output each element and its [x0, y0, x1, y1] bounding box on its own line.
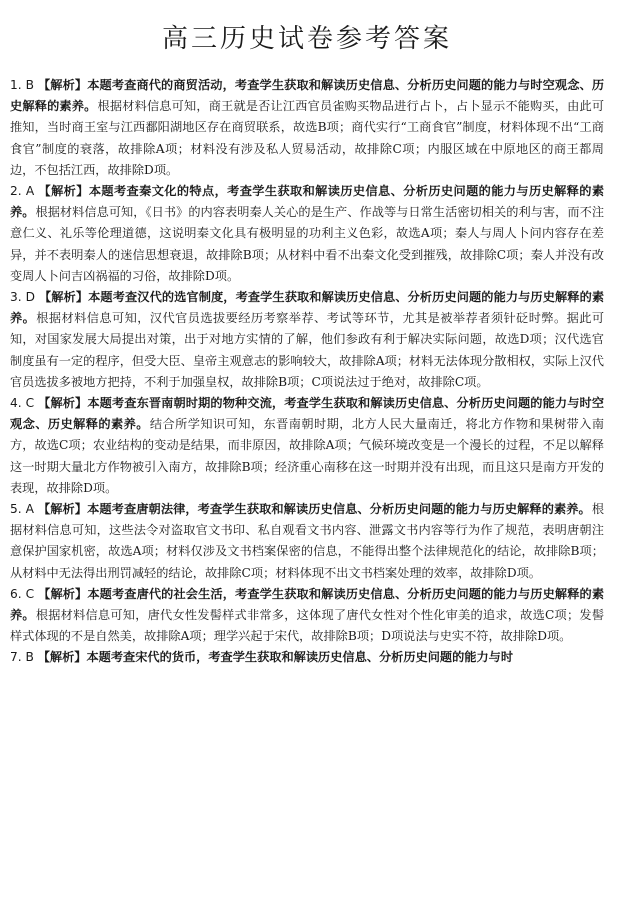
answer-body: 根据材料信息可知，汉代官员选拔要经历考察举荐、考试等环节，尤其是被举荐者须针砭时弊。据此可知，对国家发展大局提出对策，出于对地方实情的了解，他们参政有利于解决实际问题，故选D项；汉代选官制度虽有一定的程序，但受大臣、皇帝主观意志的影响较大，故排除A项；材料无法体现分散相权，实际上汉代官员选拔多被地方把持，不利于加强皇权，故排除B项；C项说法过于绝对，故排除C项。	[10, 311, 605, 389]
answer-focus: 本题考查汉代的选官制度，考查学生获取和解读历史信息、分析历史问题的能力与历史解释的素养。	[10, 290, 605, 326]
analysis-tag: 【解析】	[37, 78, 88, 92]
answer-body	[513, 650, 514, 664]
answer-body: 根据材料信息可知，《日书》的内容表明秦人关心的是生产、作战等与日常生活密切相关的利与害，而不注意仁义、礼乐等伦理道德，这说明秦文化具有极明显的功利主义色彩，故选A项；秦人与周人卜问内容存在差异，并不表明秦人的迷信思想衰退，故排除B项；从材料中看不出秦文化受到摧残，故排除C项；秦人并没有改变周人卜问吉凶祸福的习俗，故排除D项。	[10, 205, 605, 283]
answer-item-7	[10, 647, 604, 668]
analysis-tag: 【解析】	[38, 586, 88, 601]
answer-number: 5. A	[10, 502, 34, 517]
answer-item-5	[10, 499, 604, 584]
answer-focus: 本题考查宋代的货币，考查学生获取和解读历史信息、分析历史问题的能力与时	[86, 650, 514, 665]
analysis-tag: 【解析】	[37, 650, 87, 665]
page-title: 高三历史试卷参考答案	[161, 24, 452, 54]
answer-item-1	[10, 75, 604, 181]
analysis-tag: 【解析】	[38, 290, 89, 305]
answer-body: 根据材料信息可知，商王就是否让江西官员雀购买物品进行占卜，占卜显示不能购买，由此可推知，当时商王室与江西鄱阳湖地区存在商贸联系，故选B项；商代实行“工商食官”制度，材料体现不出“工商食官”制度的衰落，故排除A项；材料没有涉及私人贸易活动，故排除C项；内服区域在中原地区的商王都周边，不包括江西，故排除D项。	[10, 99, 605, 177]
answer-number: 6. C	[10, 586, 35, 601]
answer-item-2	[10, 181, 604, 287]
analysis-tag: 【解析】	[38, 184, 89, 199]
answer-focus: 本题考查东晋南朝时期的物种交流，考查学生获取和解读历史信息、分析历史问题的能力与时空观念、历史解释的素养。	[10, 396, 605, 432]
answer-focus: 本题考查唐代的社会生活，考查学生获取和解读历史信息、分析历史问题的能力与历史解释的素养。	[10, 586, 605, 623]
answer-focus: 本题考查商代的商贸活动，考查学生获取和解读历史信息、分析历史问题的能力与时空观念、历史解释的素养。	[10, 78, 605, 114]
answer-number: 3. D	[10, 290, 35, 305]
answer-item-4	[10, 393, 604, 499]
answer-body: 结合所学知识可知，东晋南朝时期，北方人民大量南迁，将北方作物和果树带入南方，故选C项；农业结构的变动是结果，而非原因，故排除A项；气候环境改变是一个漫长的过程，不足以解释这一时期大量北方作物被引入南方，故排除B项；经济重心南移在这一时期并没有出现，而且这只是南方开发的表现，故排除D项。	[10, 417, 605, 495]
answer-number: 2. A	[10, 184, 35, 199]
answer-item-6	[10, 584, 604, 648]
answer-body: 根据材料信息可知，这些法令对盗取官文书印、私自观看文书内容、泄露文书内容等行为作了规范，表明唐朝注意保护国家机密，故选A项；材料仅涉及文书档案保密的信息，不能得出整个法律规范化的结论，故排除B项；从材料中无法得出刑罚减轻的结论，故排除C项；材料体现不出文书档案处理的效率，故排除D项。	[10, 502, 605, 580]
answer-number: 4. C	[10, 396, 35, 411]
answer-item-3	[10, 287, 604, 393]
answer-number: 1. B	[10, 78, 34, 92]
answer-number: 7. B	[10, 650, 34, 665]
analysis-tag: 【解析】	[38, 396, 88, 411]
answer-body: 根据材料信息可知，唐代女性发髻样式非常多，这体现了唐代女性对个性化审美的追求，故选C项；发髻样式体现的不是自然美，故排除A项；理学兴起于宋代，故排除B项；D项说法与史实不符，故排除D项。	[10, 608, 605, 644]
answer-focus: 本题考查秦文化的特点，考查学生获取和解读历史信息、分析历史问题的能力与历史解释的素养。	[10, 184, 605, 220]
answer-focus: 本题考查唐朝法律，考查学生获取和解读历史信息、分析历史问题的能力与历史解释的素养。	[87, 502, 591, 517]
analysis-tag: 【解析】	[37, 502, 88, 517]
